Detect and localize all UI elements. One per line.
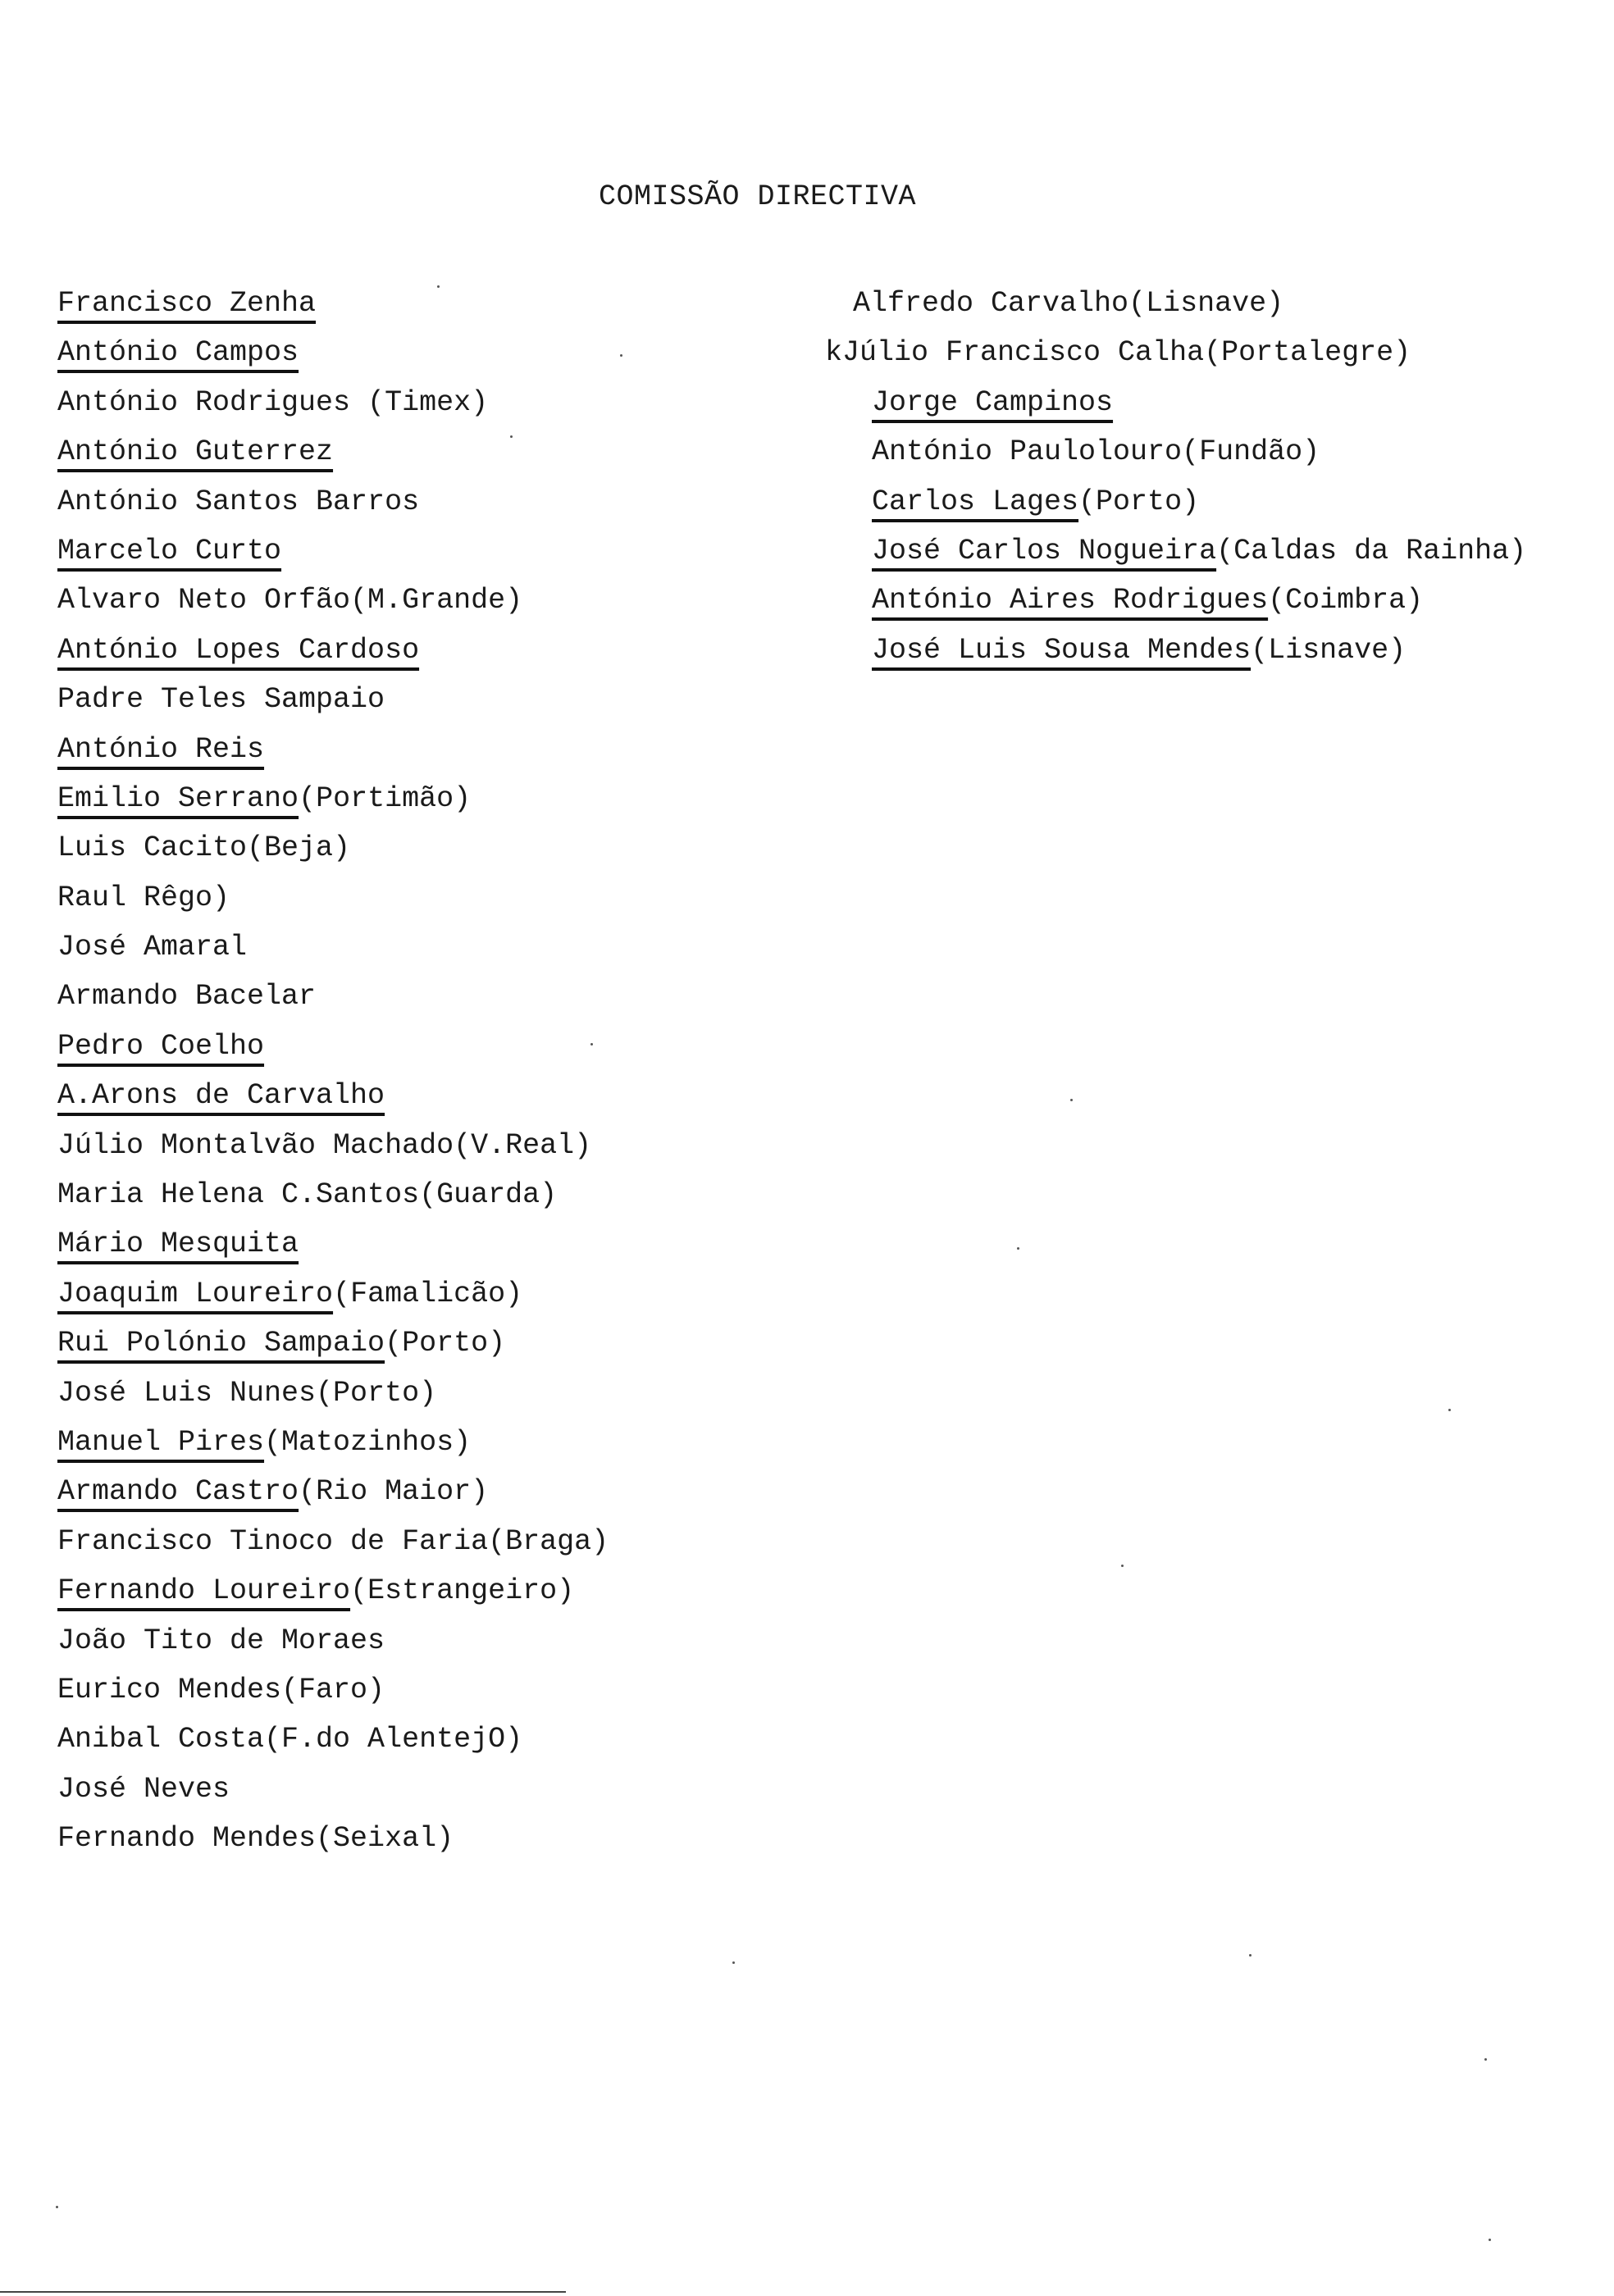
member-name: Francisco Tinoco de Faria(Braga)	[57, 1524, 609, 1558]
list-item	[57, 725, 609, 774]
list-item	[57, 1814, 609, 1863]
list-item	[57, 1616, 609, 1665]
scan-speck	[1121, 1565, 1124, 1567]
member-location: (Porto)	[385, 1327, 506, 1360]
member-location: (Matozinhos)	[264, 1425, 472, 1459]
list-item	[57, 1715, 609, 1764]
member-name: António Lopes Cardoso	[57, 633, 420, 667]
list-item	[57, 1121, 609, 1170]
right-member-list	[825, 279, 1527, 675]
list-item	[57, 626, 609, 675]
member-name: Mário Mesquita	[57, 1228, 299, 1261]
list-item	[57, 576, 609, 625]
member-name: kJúlio Francisco Calha(Portalegre)	[825, 336, 1411, 370]
member-name: Armando Castro	[57, 1475, 299, 1509]
list-item	[57, 972, 609, 1021]
member-name: José Luis Nunes(Porto)	[57, 1376, 437, 1410]
left-member-list	[57, 279, 609, 1864]
scan-speck	[590, 1043, 593, 1046]
list-item	[57, 477, 609, 526]
list-item	[872, 427, 1526, 476]
member-location: (Estrangeiro)	[350, 1574, 575, 1608]
scan-speck	[620, 354, 622, 357]
member-name: Emilio Serrano	[57, 781, 299, 815]
member-name: A.Arons de Carvalho	[57, 1079, 385, 1113]
member-location: (Lisnave)	[1251, 633, 1407, 667]
list-item	[57, 1665, 609, 1715]
scan-speck	[1249, 1954, 1252, 1957]
member-name: António Reis	[57, 732, 265, 766]
member-location: (Rio Maior)	[299, 1475, 489, 1509]
list-item	[57, 774, 609, 823]
bottom-edge-line	[0, 2291, 566, 2293]
member-name: Joaquim Loureiro	[57, 1277, 334, 1310]
scan-speck	[1017, 1247, 1019, 1250]
scan-speck	[56, 2206, 58, 2208]
member-name: António Campos	[57, 336, 299, 370]
list-item	[57, 1269, 609, 1319]
member-name: Maria Helena C.Santos(Guarda)	[57, 1178, 558, 1212]
member-name: José Amaral	[57, 931, 248, 964]
member-location: (Portimão)	[299, 781, 472, 815]
list-item	[57, 873, 609, 922]
list-item	[57, 1517, 609, 1566]
scan-speck	[437, 285, 440, 288]
list-item	[872, 378, 1526, 427]
member-name: António Guterrez	[57, 435, 334, 469]
list-item	[57, 279, 609, 328]
member-name: Pedro Coelho	[57, 1029, 265, 1063]
member-location: (Caldas da Rainha)	[1216, 534, 1527, 567]
member-name: José Neves	[57, 1772, 230, 1806]
scan-speck	[1489, 2239, 1491, 2241]
scan-speck	[732, 1961, 735, 1964]
scan-speck	[1070, 1099, 1073, 1101]
member-name: António Rodrigues (Timex)	[57, 385, 489, 419]
list-item	[872, 576, 1526, 625]
member-name: António Santos Barros	[57, 485, 420, 518]
list-item	[57, 427, 609, 476]
member-name: Padre Teles Sampaio	[57, 683, 385, 717]
list-item	[872, 626, 1526, 675]
list-item	[57, 1566, 609, 1615]
member-name: Marcelo Curto	[57, 534, 282, 567]
list-item	[872, 477, 1526, 526]
member-name: Fernando Loureiro	[57, 1574, 351, 1608]
member-name: Fernando Mendes(Seixal)	[57, 1822, 454, 1856]
list-item	[57, 526, 609, 576]
list-item	[57, 1467, 609, 1516]
member-name: Luis Cacito(Beja)	[57, 831, 351, 865]
member-name: José Luis Sousa Mendes	[872, 633, 1252, 667]
member-location: (Famalicão)	[333, 1277, 523, 1310]
member-name: António Aires Rodrigues	[872, 584, 1269, 617]
list-item	[57, 1418, 609, 1467]
member-name: Carlos Lages	[872, 485, 1079, 518]
list-item	[57, 1071, 609, 1120]
list-item	[57, 1022, 609, 1071]
list-item	[853, 279, 1526, 328]
member-name: Eurico Mendes(Faro)	[57, 1673, 385, 1706]
list-item	[872, 526, 1526, 576]
member-name: António Paulolouro(Fundão)	[872, 435, 1320, 469]
member-location: (Coimbra)	[1268, 584, 1424, 617]
member-name: Francisco Zenha	[57, 287, 317, 320]
list-item	[57, 1170, 609, 1219]
list-item	[825, 328, 1526, 377]
member-name: Raul Rêgo)	[57, 881, 230, 914]
member-name: Jorge Campinos	[872, 385, 1114, 419]
member-name: Alfredo Carvalho(Lisnave)	[853, 287, 1284, 320]
list-item	[57, 1219, 609, 1269]
list-item	[57, 675, 609, 724]
list-item	[57, 1369, 609, 1418]
list-item	[57, 328, 609, 377]
scan-speck	[1448, 1409, 1451, 1411]
member-name: Manuel Pires	[57, 1425, 265, 1459]
list-item	[57, 922, 609, 972]
member-name: Júlio Montalvão Machado(V.Real)	[57, 1128, 592, 1162]
page-title: COMISSÃO DIRECTIVA	[599, 180, 917, 213]
list-item	[57, 823, 609, 872]
member-name: Armando Bacelar	[57, 980, 317, 1014]
list-item	[57, 1765, 609, 1814]
scan-speck	[510, 435, 513, 438]
member-name: Anibal Costa(F.do AlentejO)	[57, 1723, 523, 1756]
member-name: João Tito de Moraes	[57, 1624, 385, 1657]
list-item	[57, 1319, 609, 1368]
member-location: (Porto)	[1078, 485, 1200, 518]
list-item	[57, 378, 609, 427]
member-name: Alvaro Neto Orfão(M.Grande)	[57, 584, 523, 617]
member-name: José Carlos Nogueira	[872, 534, 1217, 567]
scan-speck	[1484, 2058, 1487, 2061]
member-name: Rui Polónio Sampaio	[57, 1327, 385, 1360]
